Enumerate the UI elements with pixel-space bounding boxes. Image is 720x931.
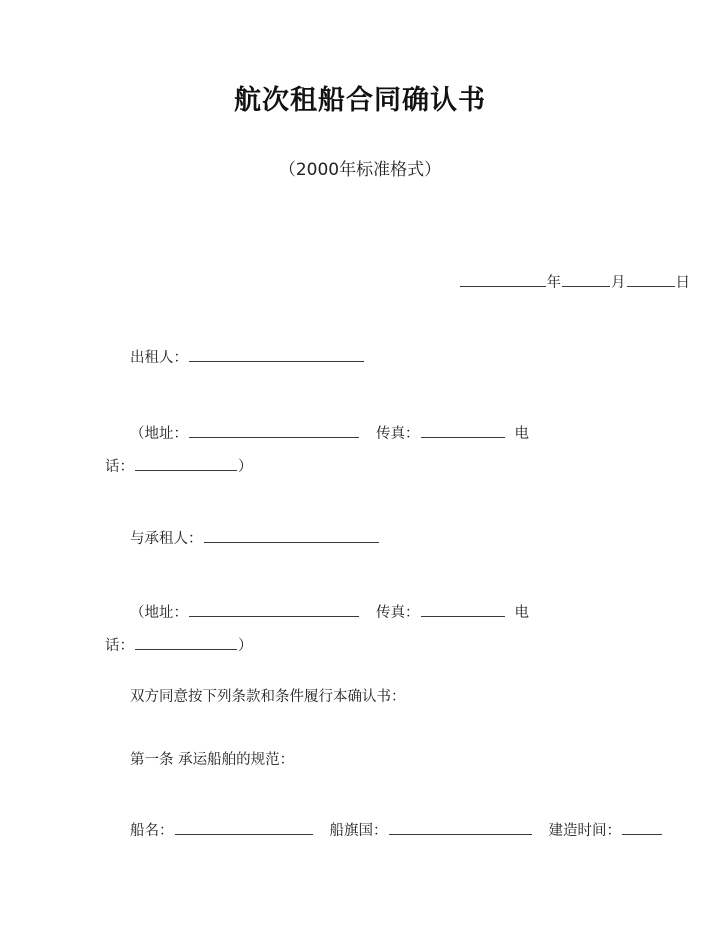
lessor-contact-row-continued	[105, 456, 253, 477]
lessor-tel-label-head: 电	[514, 426, 529, 442]
charterer-address-label: （地址：	[130, 605, 188, 621]
charterer-contact-row	[130, 602, 529, 623]
charterer-contact-close-paren: ）	[238, 638, 253, 654]
charterer-fax-blank[interactable]	[421, 602, 505, 617]
date-day-blank[interactable]	[627, 272, 675, 287]
charterer-row	[130, 528, 380, 549]
lessor-name-blank[interactable]	[189, 347, 364, 362]
lessor-fax-label: 传真：	[376, 426, 420, 442]
flag-state-label: 船旗国：	[329, 823, 388, 839]
build-time-label: 建造时间：	[548, 823, 621, 839]
vessel-fields-row	[130, 820, 663, 841]
agreement-statement: 双方同意按下列条款和条件履行本确认书：	[130, 689, 406, 705]
lessor-label: 出租人：	[130, 350, 188, 366]
ship-name-label: 船名：	[130, 823, 174, 839]
lessor-contact-close-paren: ）	[238, 459, 253, 475]
charterer-tel-label-head: 电	[514, 605, 529, 621]
ship-name-blank[interactable]	[175, 820, 313, 835]
article-one-heading: 第一条 承运船舶的规范：	[130, 752, 295, 768]
lessor-tel-label-tail: 话：	[105, 459, 134, 475]
lessor-row	[130, 347, 365, 368]
charterer-name-blank[interactable]	[204, 528, 379, 543]
date-month-blank[interactable]	[562, 272, 610, 287]
lessor-address-label: （地址：	[130, 426, 188, 442]
lessor-address-blank[interactable]	[189, 423, 359, 438]
page-title: 航次租船合同确认书	[234, 85, 486, 116]
lessor-contact-row	[130, 423, 529, 444]
charterer-tel-label-tail: 话：	[105, 638, 134, 654]
document-subtitle: （2000年标准格式）	[278, 160, 442, 180]
date-year-label: 年	[546, 275, 561, 291]
build-time-blank[interactable]	[622, 820, 662, 835]
charterer-address-blank[interactable]	[189, 602, 359, 617]
lessor-fax-blank[interactable]	[421, 423, 505, 438]
flag-state-blank[interactable]	[389, 820, 532, 835]
charterer-label: 与承租人：	[130, 531, 203, 547]
charterer-fax-label: 传真：	[376, 605, 420, 621]
date-month-label: 月	[611, 275, 626, 291]
date-line	[0, 272, 690, 293]
date-day-label: 日	[675, 275, 690, 291]
date-year-blank[interactable]	[460, 272, 546, 287]
charterer-contact-row-continued	[105, 635, 253, 656]
lessor-tel-blank[interactable]	[135, 456, 237, 471]
charterer-tel-blank[interactable]	[135, 635, 237, 650]
